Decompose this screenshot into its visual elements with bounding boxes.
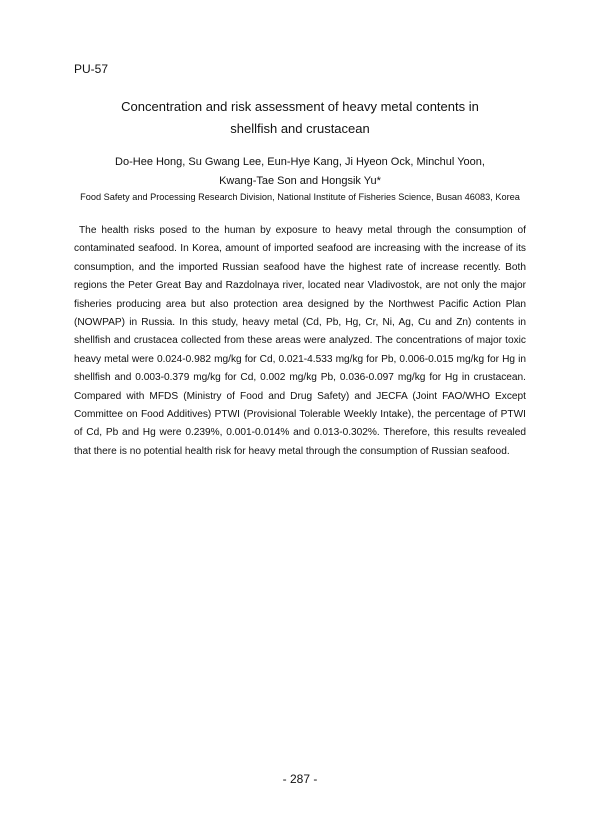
author-line: Do-Hee Hong, Su Gwang Lee, Eun-Hye Kang, Ji Hyeon Ock, Minchul Yoon,	[115, 156, 485, 168]
poster-code: PU-57	[74, 62, 109, 76]
paper-title	[74, 96, 526, 140]
paper-title-line: shellfish and crustacean	[230, 121, 370, 136]
author-list	[74, 153, 526, 191]
abstract-body: The health risks posed to the human by exposure to heavy metal through the consumption of contaminated seafood. In Korea, amount of imported seafood are increasing with the increase of its consumption, and the imported Russian seafood have the highest rate of increase recently. Both regions the Peter Great Bay and Razdolnaya river, located near Vladivostok, are not only the major fisheries producing area but also protection area designed by the Northwest Pacific Action Plan (NOWPAP) in Russia. In this study, heavy metal (Cd, Pb, Hg, Cr, Ni, Ag, Cu and Zn) contents in shellfish and crustacea collected from these areas were analyzed. The concentrations of major toxic heavy metal were 0.024-0.982 mg/kg for Cd, 0.021-4.533 mg/kg for Pb, 0.006-0.015 mg/kg for Hg in shellfish and 0.003-0.379 mg/kg for Cd, 0.002 mg/kg Pb, 0.036-0.097 mg/kg for Hg in crustacean. Compared with MFDS (Ministry of Food and Drug Safety) and JECFA (Joint FAO/WHO Except Committee on Food Additives) PTWI (Provisional Tolerable Weekly Intake), the percentage of PTWI of Cd, Pb and Hg were 0.239%, 0.001-0.014% and 0.013-0.302%. Therefore, this results revealed that there is no potential health risk for heavy metal through the consumption of Russian seafood.	[74, 225, 526, 457]
affiliation: Food Safety and Processing Research Division, National Institute of Fisheries Science, Busan 46083, Korea	[80, 192, 520, 202]
paper-title-line: Concentration and risk assessment of heavy metal contents in	[121, 99, 479, 114]
author-line: Kwang-Tae Son and Hongsik Yu*	[219, 175, 381, 187]
page-number: - 287 -	[282, 772, 318, 786]
